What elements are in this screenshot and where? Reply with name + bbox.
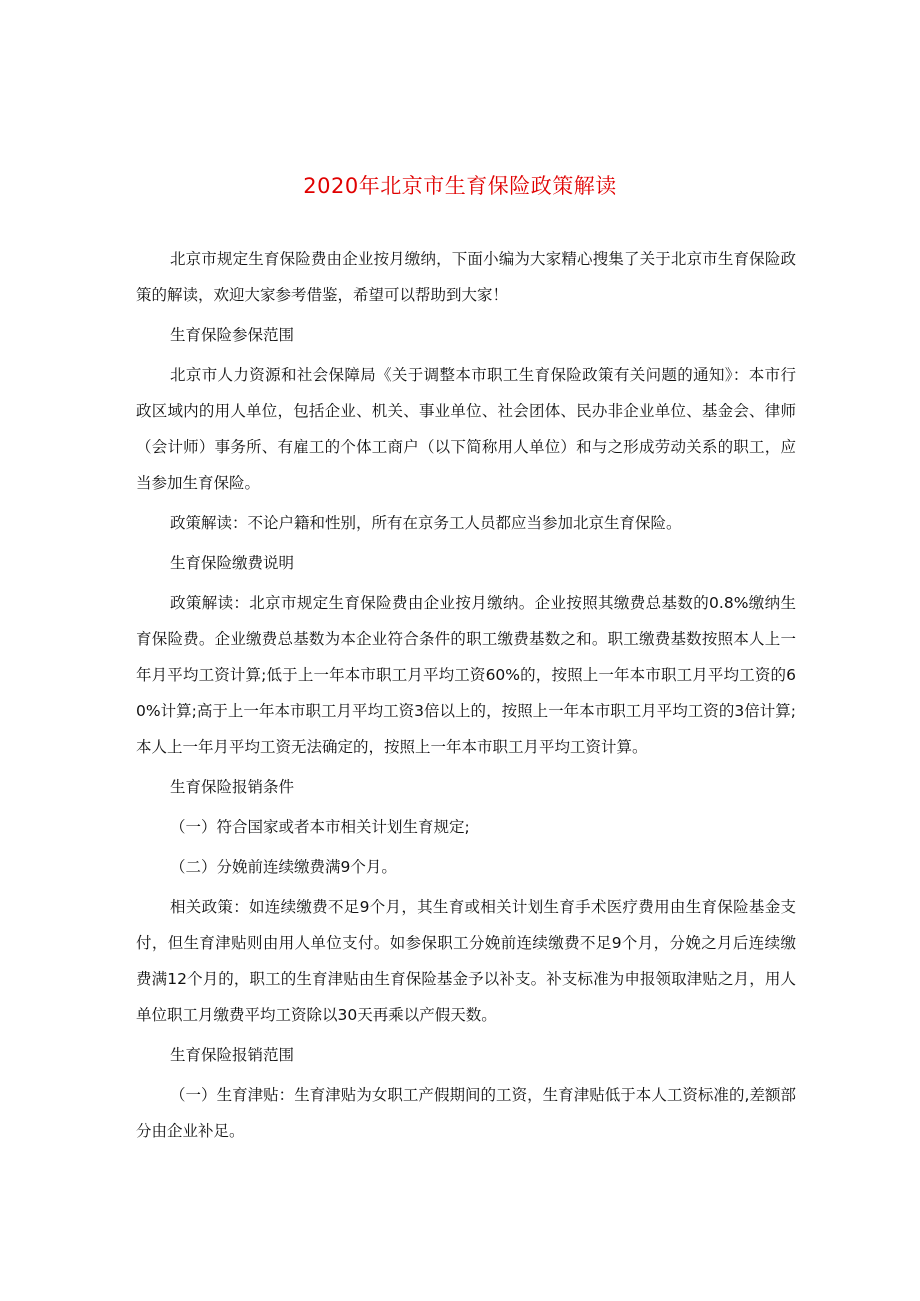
section-heading-scope: 生育保险参保范围: [170, 326, 295, 344]
section-heading-payment: 生育保险缴费说明: [170, 554, 295, 572]
condition-item-2: （二）分娩前连续缴费满9个月。: [170, 858, 397, 876]
document-body: [136, 241, 796, 1153]
condition-item-1: （一）符合国家或者本市相关计划生育规定;: [170, 818, 470, 836]
payment-paragraph: 政策解读：北京市规定生育保险费由企业按月缴纳。企业按照其缴费总基数的0.8%缴纳生育保险费。企业缴费总基数为本企业符合条件的职工缴费基数之和。职工缴费基数按照本人上一年月平均工资计算;低于上一年本市职工月平均工资60%的，按照上一年本市职工月平均工资的60%计算;高于上一年本市职工月平均工资3倍以上的，按照上一年本市职工月平均工资的3倍计算;本人上一年月平均工资无法确定的，按照上一年本市职工月平均工资计算。: [136, 594, 796, 756]
scope-paragraph: 北京市人力资源和社会保障局《关于调整本市职工生育保险政策有关问题的通知》：本市行政区域内的用人单位，包括企业、机关、事业单位、社会团体、民办非企业单位、基金会、律师（会计师）事务所、有雇工的个体工商户（以下简称用人单位）和与之形成劳动关系的职工，应当参加生育保险。: [136, 366, 796, 492]
document-title: 2020年北京市生育保险政策解读: [303, 174, 617, 198]
scope-interpretation: 政策解读：不论户籍和性别，所有在京务工人员都应当参加北京生育保险。: [170, 514, 682, 532]
section-heading-conditions: 生育保险报销条件: [170, 778, 295, 796]
section-heading-coverage: 生育保险报销范围: [170, 1046, 295, 1064]
coverage-item-1: （一）生育津贴：生育津贴为女职工产假期间的工资，生育津贴低于本人工资标准的,差额部分由企业补足。: [136, 1086, 796, 1140]
intro-paragraph: 北京市规定生育保险费由企业按月缴纳，下面小编为大家精心搜集了关于北京市生育保险政策的解读，欢迎大家参考借鉴，希望可以帮助到大家！: [136, 250, 796, 304]
related-policy-paragraph: 相关政策：如连续缴费不足9个月，其生育或相关计划生育手术医疗费用由生育保险基金支付，但生育津贴则由用人单位支付。如参保职工分娩前连续缴费不足9个月，分娩之月后连续缴费满12个月的，职工的生育津贴由生育保险基金予以补支。补支标准为申报领取津贴之月，用人单位职工月缴费平均工资除以30天再乘以产假天数。: [136, 898, 796, 1024]
